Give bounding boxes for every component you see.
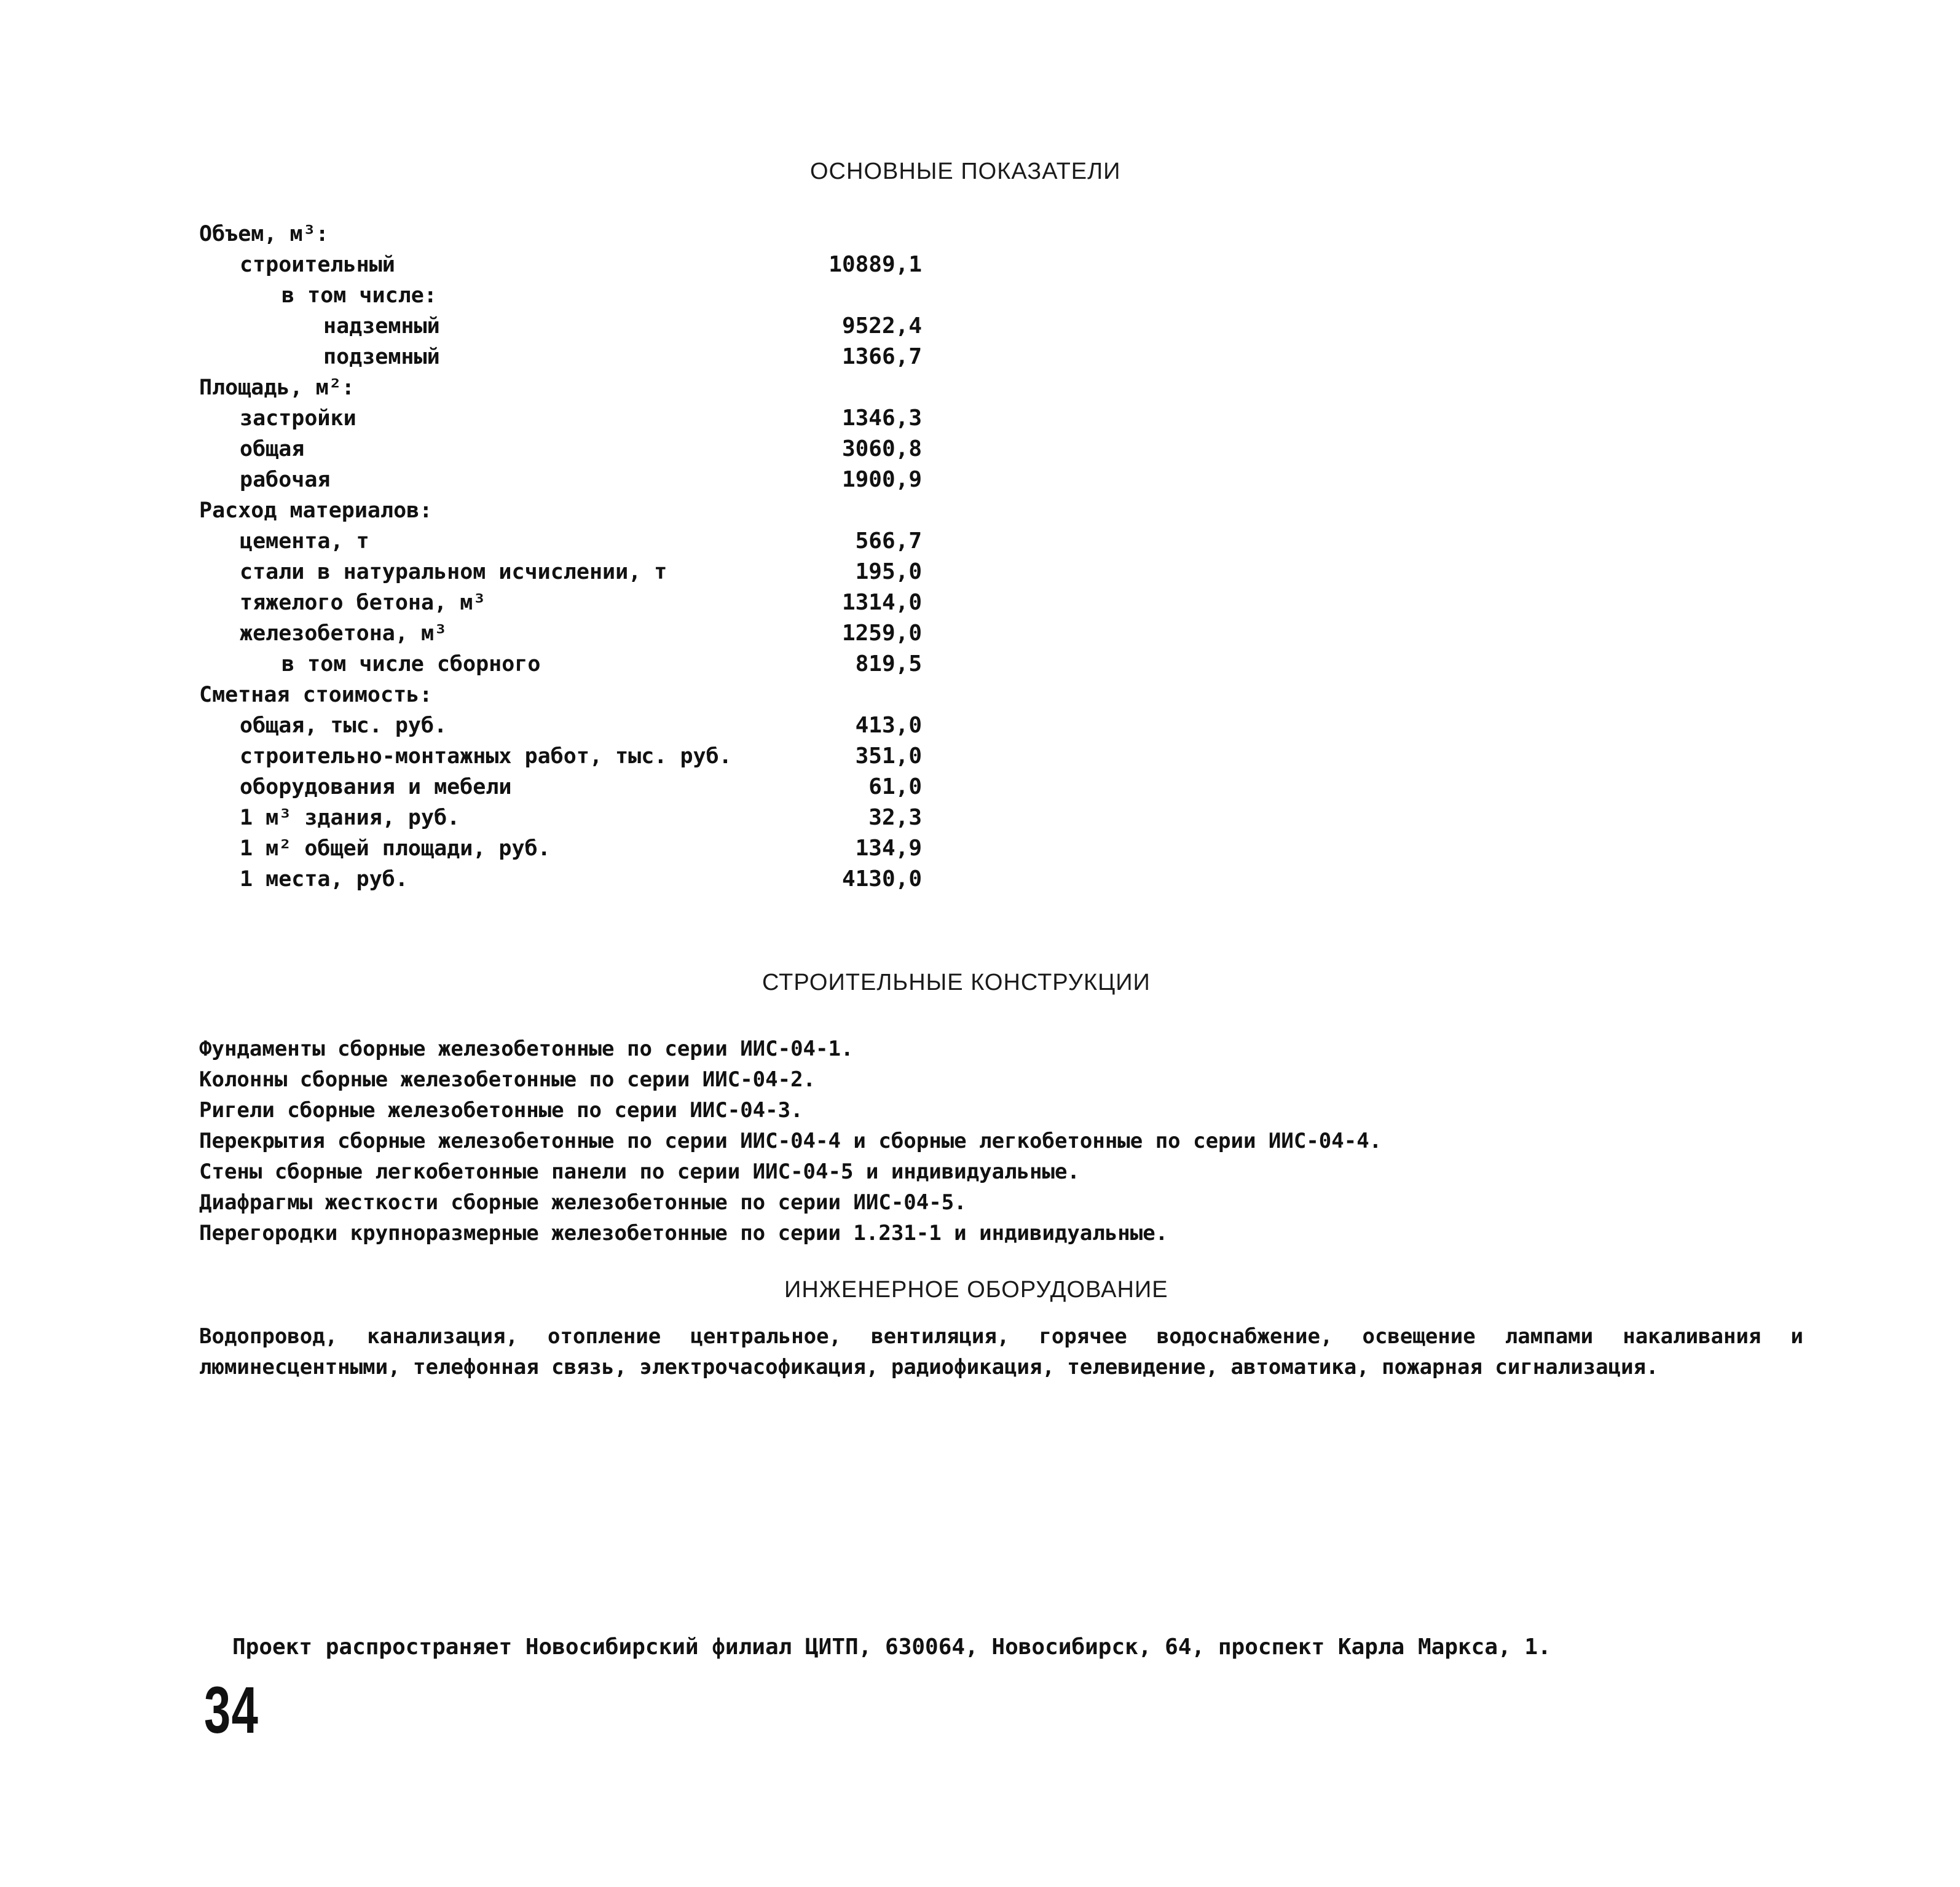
indicator-value: 3060,8 <box>841 436 922 461</box>
indicator-label: 1 м³ здания, руб. <box>240 806 460 830</box>
indicator-label: Сметная стоимость: <box>199 683 433 707</box>
indicator-label: Расход материалов: <box>199 498 433 523</box>
indicator-value: 32,3 <box>868 805 922 830</box>
indicator-value: 61,0 <box>868 774 922 799</box>
indicator-row <box>0 772 922 802</box>
page-number: 34 <box>204 1673 259 1747</box>
indicator-row <box>0 557 922 587</box>
indicator-row <box>0 741 922 772</box>
indicator-row <box>0 864 922 895</box>
construction-line: Стены сборные легкобетонные панели по серии ИИС-04-5 и индивидуальные. <box>199 1159 1080 1184</box>
equipment-text: Водопровод, канализация, отопление центральное, вентиляция, горячее водоснабжение, освещение лампами накаливания и люминесцентными, телефонная связь, электрочасофикация, радиофикация, телевидение, автоматика, пожарная сигнализация. <box>199 1324 1803 1379</box>
indicator-label: надземный <box>323 314 440 339</box>
indicator-row <box>0 526 922 557</box>
indicator-label: в том числе сборного <box>281 652 541 677</box>
equipment-title: ИНЖЕНЕРНОЕ ОБОРУДОВАНИЕ <box>784 1277 1168 1303</box>
indicator-value: 1900,9 <box>841 467 922 492</box>
indicator-label: подземный <box>323 345 440 369</box>
indicator-row <box>0 680 922 710</box>
main-indicators-title: ОСНОВНЫЕ ПОКАЗАТЕЛИ <box>810 159 1121 184</box>
indicator-label: общая, тыс. руб. <box>240 713 447 738</box>
construction-line: Перекрытия сборные железобетонные по серии ИИС-04-4 и сборные легкобетонные по серии ИИС-04-4. <box>199 1129 1382 1153</box>
indicator-row <box>0 249 922 280</box>
publisher-note: Проект распространяет Новосибирский филиал ЦИТП, 630064, Новосибирск, 64, проспект Карла Маркса, 1. <box>232 1634 1551 1660</box>
construction-line: Ригели сборные железобетонные по серии ИИС-04-3. <box>199 1098 803 1123</box>
indicator-value: 351,0 <box>855 743 922 769</box>
indicator-row <box>0 434 922 465</box>
indicator-value: 9522,4 <box>841 313 922 339</box>
indicator-value: 1366,7 <box>841 344 922 369</box>
indicator-row <box>0 587 922 618</box>
indicator-row <box>0 618 922 649</box>
indicator-row <box>0 833 922 864</box>
indicator-label: в том числе: <box>281 283 437 308</box>
construction-line: Фундаменты сборные железобетонные по серии ИИС-04-1. <box>199 1037 854 1061</box>
constructions-title: СТРОИТЕЛЬНЫЕ КОНСТРУКЦИИ <box>762 970 1151 995</box>
indicator-label: 1 места, руб. <box>240 867 408 892</box>
indicator-value: 195,0 <box>855 559 922 584</box>
indicator-row <box>0 280 922 311</box>
indicator-row <box>0 342 922 372</box>
indicator-value: 10889,1 <box>828 252 922 277</box>
indicator-label: общая <box>240 437 305 461</box>
indicator-label: Объем, м³: <box>199 222 329 246</box>
indicator-label: рабочая <box>240 468 331 492</box>
indicator-row <box>0 465 922 495</box>
indicator-row <box>0 649 922 680</box>
indicator-value: 413,0 <box>855 713 922 738</box>
indicator-row <box>0 219 922 249</box>
indicator-label: застройки <box>240 406 356 431</box>
construction-line: Перегородки крупноразмерные железобетонные по серии 1.231-1 и индивидуальные. <box>199 1221 1168 1246</box>
construction-line: Диафрагмы жесткости сборные железобетонные по серии ИИС-04-5. <box>199 1190 967 1215</box>
indicator-label: Площадь, м²: <box>199 375 355 400</box>
indicator-label: железобетона, м³ <box>240 621 447 646</box>
indicator-label: строительный <box>240 253 395 277</box>
indicator-value: 4130,0 <box>841 866 922 892</box>
indicator-label: цемента, т <box>240 529 369 554</box>
indicator-value: 566,7 <box>855 528 922 554</box>
indicator-label: стали в натуральном исчислении, т <box>240 560 667 584</box>
indicator-row <box>0 403 922 434</box>
indicator-row <box>0 710 922 741</box>
indicator-value: 134,9 <box>855 836 922 861</box>
indicator-label: 1 м² общей площади, руб. <box>240 836 551 861</box>
indicator-value: 1314,0 <box>841 590 922 615</box>
indicator-label: тяжелого бетона, м³ <box>240 590 486 615</box>
indicator-row <box>0 495 922 526</box>
indicator-row <box>0 372 922 403</box>
indicator-value: 1259,0 <box>841 621 922 646</box>
indicator-row <box>0 802 922 833</box>
indicator-value: 1346,3 <box>841 406 922 431</box>
indicator-label: строительно-монтажных работ, тыс. руб. <box>240 744 732 769</box>
indicator-row <box>0 311 922 342</box>
construction-line: Колонны сборные железобетонные по серии ИИС-04-2. <box>199 1067 816 1092</box>
indicator-label: оборудования и мебели <box>240 775 512 799</box>
indicator-value: 819,5 <box>855 651 922 677</box>
